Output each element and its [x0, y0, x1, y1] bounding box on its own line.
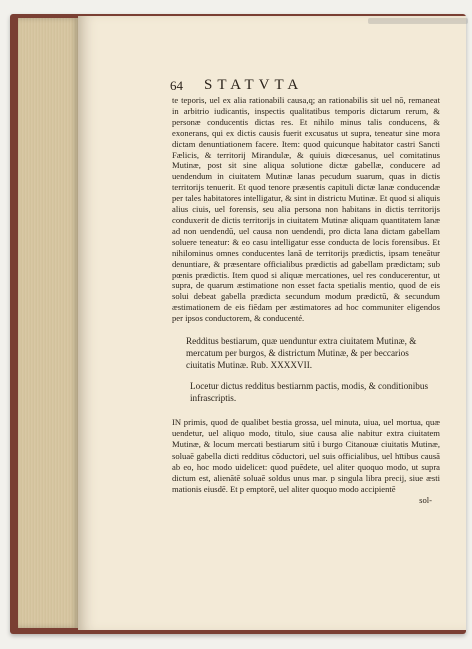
page-number: 64	[170, 78, 183, 93]
running-head: STATVTA	[204, 77, 304, 93]
page-body	[172, 95, 440, 506]
paragraph-1: te teporis, uel ex alia rationabili causa,q; an rationabilis sit uel nō, remaneat in arbitrio iudicantis, inspectis qualitatibus temporis dictarum rerum, & personæ conducentis dictas res. Et nihilo minus talis conducens, & exonerans, qui ex dictis causis fuerit excusatus ut supra, teneatur sine mora dictam denuntiationem facere. Item: quod quicunque habitator castri Sancti Fælicis, & territorij Mirandulæ, & quiuis diœcesanus, uel comitatinus Mutinæ, post sit sine aliqua solutione dictæ gabellæ, conducere ad uendendum in ciuitatem Mutinæ lanas pecudum suarum, quas in dictis territorijs tenuerit. Et quod tenore præsentis capituli dictæ lanæ conducendæ per tales habitatores intelligatur, & sint in districtu Mutinæ. Et quod si aliquis alius ciuis, uel forensis, seu alia persona non habitans in dictis territorijs conduxerit de dictis territorijs in ciuitatem Mutinæ aliquam quantitatem lanæ ad non uendendū, uel causa non uendendi, pro dicta lana dictam gabellam soluere teneatur: & eo casu intelligatur esse conducta de locis forensibus. Et nihilominus omnes conducentes lanā de territorijs prædictis, ipsam teneātur denuntiare, & præsentare officialibus prædictis ad gabellam prædictam; sub pœnis prædictis. Item quod si aliquæ mercationes, uel res conducerentur, ut supra, de quarum æstimatione non esset facta spetialis mentio, quod de eis solui debeat gabella prædicta secundum modum prædictū, & secundum æstimationem de eis fiēdam per æstimatores ad hoc communiter eligendos per ipsos conductorem, & conducenté.	[172, 95, 440, 324]
page-edges	[18, 18, 78, 628]
rubric-heading: Redditus bestiarum, quæ uenduntur extra ciuitatem Mutinæ, & mercatum per burgos, & districtum Mutinæ, & per beccarios ciuitatis Mutinæ. Rub. XXXXVII.	[186, 336, 417, 370]
page-shadow	[368, 18, 468, 24]
page-header	[170, 78, 420, 96]
catchword: sol-	[419, 495, 432, 506]
paragraph-2: IN primis, quod de qualibet bestia grossa, uel minuta, uiua, uel mortua, quæ uendetur, uel aliquo modo, titulo, siue causa alie nabitur extra ciuitatem Mutinæ, & locum mercati bestiarum sitū i burgo Citanouæ ciuitatis Mutinæ, soluaē gabella dicti redditus cōductori, uel suis officialibus, uel hītibus causā ab eo, hoc modo uidelicet: quod puēdete, uel aliter quoquo modo, ut supra dictum est, alienātē soluaē soldus unus mar. p singula libra precij, siue æsti mationis eiusdē. Et p emptorē, uel aliter quoquo modo accipientē	[172, 417, 440, 495]
section-heading: Locetur dictus redditus bestiarnm pactis, modis, & conditionibus infrascriptis.	[190, 381, 429, 404]
